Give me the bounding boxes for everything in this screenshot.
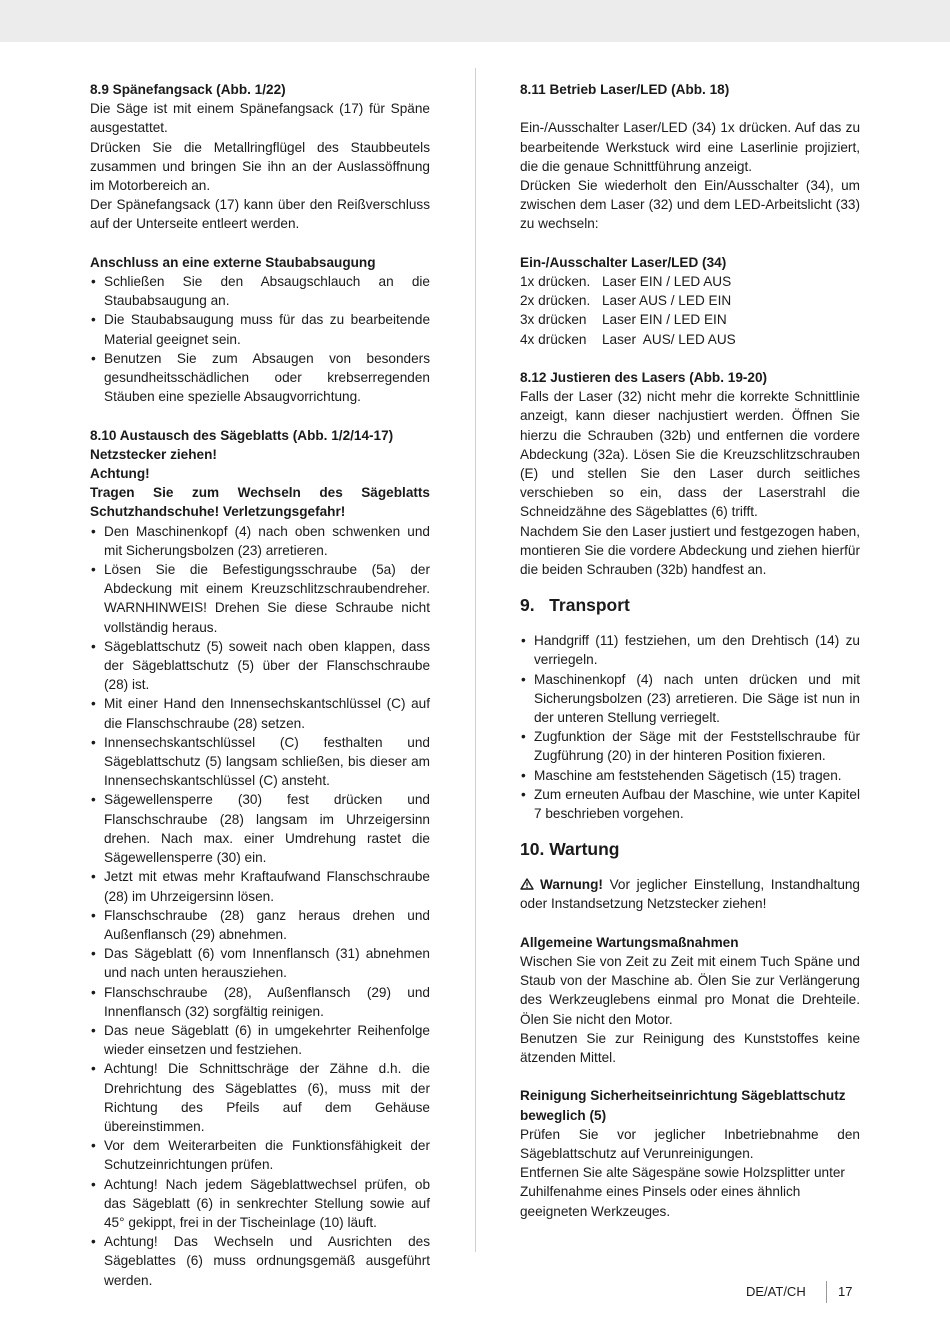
list-item: • Lösen Sie die Befestigungsschraube (5a) der Abdeckung mit einem Kreuzschlitzschraubendreher. WARNHINWEIS! Drehen Sie diese Schraube nicht vollständig heraus. <box>90 560 430 637</box>
press-state: Laser EIN / LED EIN <box>602 312 727 328</box>
press-count: 2x drücken. <box>520 293 591 309</box>
list-item: • Die Staubabsaugung muss für das zu bearbeitende Material geeignet sein. <box>90 310 430 348</box>
transport-list <box>520 631 860 823</box>
list-item: • Achtung! Das Wechseln und Ausrichten des Sägeblattes (6) muss ordnungsgemäß ausgeführt werden. <box>90 1232 430 1290</box>
list-item: • Das neue Sägeblatt (6) in umgekehrter Reihenfolge wieder einsetzen und festziehen. <box>90 1021 430 1059</box>
press-count: 4x drücken <box>520 331 587 347</box>
general-maintenance-text-2: Benutzen Sie zur Reinigung des Kunststoffes keine ätzenden Mittel. <box>520 1030 860 1066</box>
list-item: • Flanschschraube (28), Außenflansch (29) und Innenflansch (32) sorgfältig reinigen. <box>90 983 430 1021</box>
general-maintenance-heading: Allgemeine Wartungsmaßnahmen <box>520 934 739 950</box>
switch-row <box>520 272 860 291</box>
column-divider <box>475 68 476 1252</box>
section-8-9-text-2: Drücken Sie die Metallringflügel des Staubbeutels zusammen und bringen Sie ihn an der Auslassöffnung im Motorbereich an. <box>90 139 430 194</box>
page-number: 17 <box>838 1284 853 1299</box>
list-item: • Schließen Sie den Absaugschlauch an die Staubabsaugung an. <box>90 272 430 310</box>
list-item: • Sägeblattschutz (5) soweit nach oben klappen, dass der Sägeblattschutz (5) über der Flanschschraube (28) ist. <box>90 637 430 695</box>
unplug-warning: Netzstecker ziehen! <box>90 446 217 462</box>
section-8-12-text-2: Nachdem Sie den Laser justiert und festgezogen haben, montieren Sie die vordere Abdeckung und ziehen hierfür die beiden Schrauben (32b) handfest an. <box>520 523 860 578</box>
footer-separator <box>826 1281 827 1303</box>
list-item: • Den Maschinenkopf (4) nach oben schwenken und mit Sicherungsbolzen (23) arretieren. <box>90 522 430 560</box>
list-item: • Vor dem Weiterarbeiten die Funktionsfähigkeit der Schutzeinrichtungen prüfen. <box>90 1136 430 1174</box>
list-item: • Benutzen Sie zum Absaugen von besonders gesundheitsschädlichen oder krebserregenden Stäuben eine spezielle Absaugvorrichtung. <box>90 349 430 407</box>
section-8-11-heading: 8.11 Betrieb Laser/LED (Abb. 18) <box>520 82 730 97</box>
switch-row <box>520 291 860 310</box>
list-item: • Innensechskantschlüssel (C) festhalten und Sägeblattschutz (5) langsam schließen, bis dieser am Innensechskantschlüssel (C) ansteht. <box>90 733 430 791</box>
section-10-heading: 10. Wartung <box>520 839 620 860</box>
warning-triangle-icon <box>520 875 534 894</box>
external-extraction-heading: Anschluss an eine externe Staubabsaugung <box>90 254 376 270</box>
section-8-11-text: Ein-/Ausschalter Laser/LED (34) 1x drücken. Auf das zu bearbeitende Werkstuck wird eine Laserlinie projiziert, die die genaue Schnittführung anzeigt. <box>520 120 860 174</box>
press-count: 3x drücken <box>520 312 587 328</box>
guard-cleaning-text: Prüfen Sie vor jeglicher Inbetriebnahme den Sägeblattschutz auf Verunreinigungen. <box>520 1126 860 1162</box>
section-8-9-text-3: Der Spänefangsack (17) kann über den Reißverschluss auf der Unterseite entleert werden. <box>90 197 430 232</box>
press-count: 1x drücken. <box>520 274 591 289</box>
list-item: • Jetzt mit etwas mehr Kraftaufwand Flanschschraube (28) im Uhrzeigersinn lösen. <box>90 867 430 905</box>
guard-cleaning-text-2: Entfernen Sie alte Sägespäne sowie Holzsplitter unter Zuhilfenahme eines Pinsels oder eines ähnlich geeigneten Werkzeuges. <box>520 1165 845 1219</box>
press-state: Laser AUS/ LED AUS <box>602 331 736 347</box>
list-item: • Flanschschraube (28) ganz heraus drehen und Außenflansch (29) abnehmen. <box>90 906 430 944</box>
list-item: • Zugfunktion der Säge mit der Feststellschraube für Zugführung (20) in der hinteren Position fixieren. <box>520 727 860 765</box>
section-9-heading: 9. Transport <box>520 595 630 616</box>
switch-table <box>520 272 860 349</box>
general-maintenance-text: Wischen Sie von Zeit zu Zeit mit einem Tuch Späne und Staub von der Maschine ab. Ölen Sie zur Verlängerung des Werkzeuglebens einmal pro Monat die Drehteile. Ölen Sie nicht den Motor. <box>520 954 860 1027</box>
section-8-12-heading: 8.12 Justieren des Lasers (Abb. 19-20) <box>520 370 768 385</box>
list-item: • Achtung! Nach jedem Sägeblattwechsel prüfen, ob das Sägeblatt (6) in senkrechter Stellung sowie auf 45° gekippt, frei in der Tischeinlage (10) läuft. <box>90 1175 430 1233</box>
switch-heading: Ein-/Ausschalter Laser/LED (34) <box>520 254 727 270</box>
blade-change-list <box>90 522 430 1290</box>
top-band <box>0 0 950 42</box>
section-8-11-text-2: Drücken Sie wiederholt den Ein/Ausschalter (34), um zwischen dem Laser (32) und dem LED-Arbeitslicht (33) zu wechseln: <box>520 178 860 232</box>
right-column <box>520 80 860 1221</box>
section-8-9-heading: 8.9 Spänefangsack (Abb. 1/22) <box>90 82 286 97</box>
switch-row <box>520 310 860 329</box>
attention-label: Achtung! <box>90 466 150 482</box>
list-item: • Handgriff (11) festziehen, um den Drehtisch (14) zu verriegeln. <box>520 631 860 669</box>
external-extraction-list <box>90 272 430 406</box>
left-column <box>90 80 430 1290</box>
press-state: Laser EIN / LED AUS <box>602 274 732 289</box>
warning-paragraph <box>520 875 860 913</box>
section-8-10-heading: 8.10 Austausch des Sägeblatts (Abb. 1/2/14-17) <box>90 427 394 443</box>
section-8-12-text: Falls der Laser (32) nicht mehr die korrekte Schnittlinie anzeigt, kann dieser nachjustiert werden. Öffnen Sie hierzu die Schrauben (32b) und entfernen die vordere Abdeckung (32a). Lösen Sie die Kreuzschlitzschrauben (E) und stellen Sie den Laser durch seitliches verschieben so ein, dass der Laserstrahl die Schneidzähne des Sägeblattes (6) trifft. <box>520 389 860 520</box>
gloves-warning: Tragen Sie zum Wechseln des Sägeblatts Schutzhandschuhe! Verletzungsgefahr! <box>90 485 430 520</box>
press-state: Laser AUS / LED EIN <box>602 293 732 309</box>
guard-cleaning-heading: Reinigung Sicherheitseinrichtung Sägeblattschutz beweglich (5) <box>520 1088 846 1123</box>
list-item: • Mit einer Hand den Innensechskantschlüssel (C) auf die Flanschschraube (28) setzen. <box>90 694 430 732</box>
warning-text: Vor jeglicher Einstellung, Instandhaltung oder Instandsetzung Netzstecker ziehen! <box>520 877 860 912</box>
list-item: • Achtung! Die Schnittschräge der Zähne d.h. die Drehrichtung des Sägeblattes (6), muss mit der Richtung des Pfeils auf dem Gehäuse übereinstimmen. <box>90 1059 430 1136</box>
list-item: • Sägewellensperre (30) fest drücken und Flanschschraube (28) langsam im Uhrzeigersinn drehen. Nach max. einer Umdrehung rastet die Sägewellensperre (30) ein. <box>90 790 430 867</box>
footer-language: DE/AT/CH <box>746 1284 806 1299</box>
warning-label: Warnung! <box>540 877 603 893</box>
list-item: • Das Sägeblatt (6) vom Innenflansch (31) abnehmen und nach unten herausziehen. <box>90 944 430 982</box>
section-8-9-text: Die Säge ist mit einem Spänefangsack (17) für Späne ausgestattet. <box>90 101 430 136</box>
list-item: • Zum erneuten Aufbau der Maschine, wie unter Kapitel 7 beschrieben vorgehen. <box>520 785 860 823</box>
switch-row <box>520 330 860 349</box>
list-item: • Maschine am feststehenden Sägetisch (15) tragen. <box>520 766 860 785</box>
list-item: • Maschinenkopf (4) nach unten drücken und mit Sicherungsbolzen (23) arretieren. Die Säge ist nun in der unteren Stellung verriegelt. <box>520 670 860 728</box>
